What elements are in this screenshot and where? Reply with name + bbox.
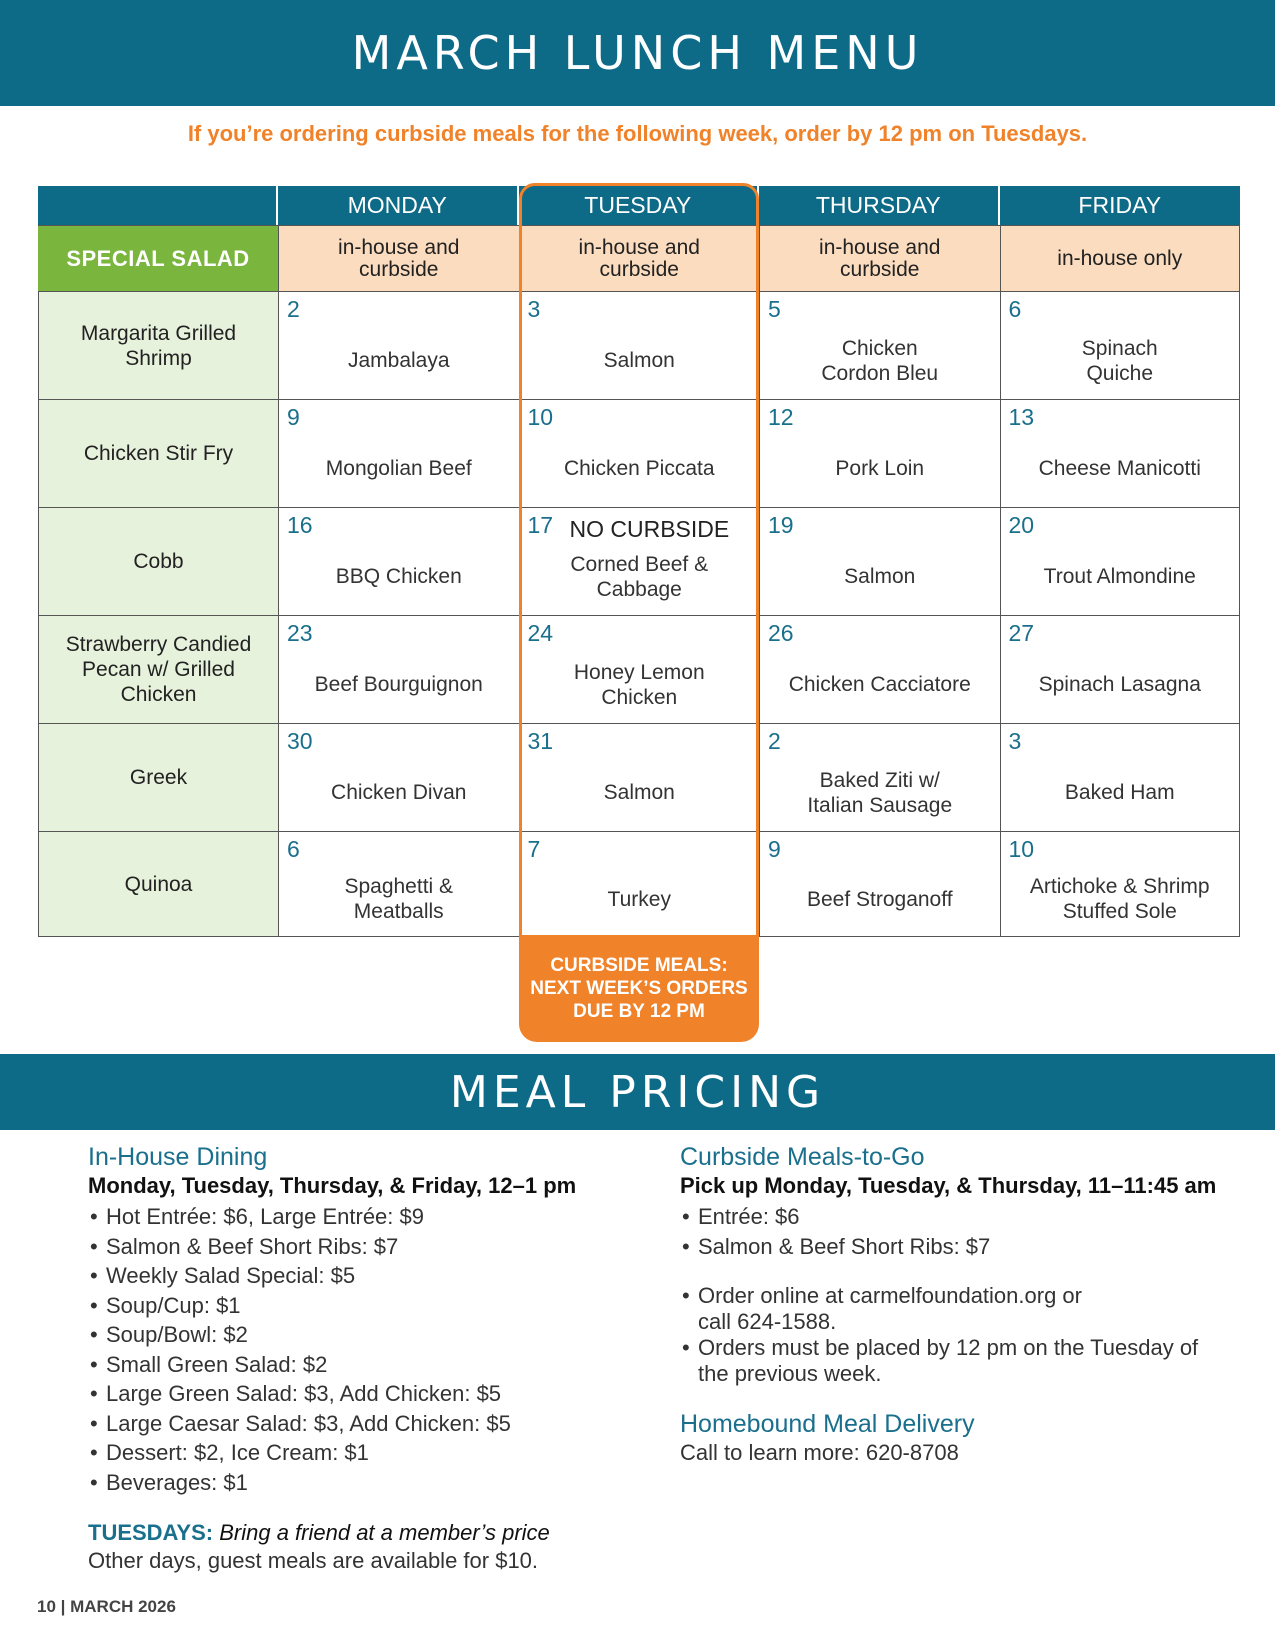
inhouse-price-list [88,1202,648,1497]
meal-name: BBQ Chicken [335,565,462,588]
header-blank [38,186,278,225]
salad-name: Quinoa [38,832,278,936]
date-number: 17 [527,512,554,538]
service-row [38,225,1240,292]
price-item: • Salmon & Beef Short Ribs: $7 [680,1232,1240,1262]
menu-title: MARCH LUNCH MENU [351,26,924,80]
date-number: 3 [527,296,541,322]
meal-name: Spaghetti & Meatballs [344,875,454,923]
service-type: in-house and curbside [519,226,760,291]
day-cell [759,400,1000,507]
meal-name: Chicken Cordon Bleu [821,336,939,385]
order-info-list [680,1283,1240,1387]
inhouse-hours: Monday, Tuesday, Thursday, & Friday, 12–1 pm [88,1173,577,1198]
price-item: • Salmon & Beef Short Ribs: $7 [88,1232,648,1262]
date-number: 26 [768,620,794,646]
date-number: 2 [287,296,300,322]
salad-name: Cobb [38,508,278,615]
meal-name: Jambalaya [347,349,450,372]
date-number: 23 [287,620,313,646]
date-number: 6 [287,836,300,862]
day-cell [278,724,519,831]
day-header-row [38,186,1240,225]
day-cell [759,508,1000,615]
date-number: 6 [1008,296,1022,322]
meal-name: Spinach Quiche [1081,336,1158,385]
meal-name: Chicken Divan [331,781,467,804]
no-curbside-note: NO CURBSIDE [569,516,730,542]
day-cell [759,724,1000,831]
day-cell [759,616,1000,723]
date-number: 19 [768,512,794,538]
day-cell [278,508,519,615]
price-item: • Hot Entrée: $6, Large Entrée: $9 [88,1202,648,1232]
meal-name: Beef Bourguignon [314,673,483,696]
date-number: 3 [1008,728,1022,754]
date-number: 20 [1008,512,1035,538]
guest-note: Other days, guest meals are available for $10. [88,1548,539,1573]
order-info-item: • Orders must be placed by 12 pm on the Tuesday of the previous week. [680,1335,1240,1387]
date-number: 10 [527,404,554,430]
price-item: • Small Green Salad: $2 [88,1350,648,1380]
meal-name: Pork Loin [835,457,925,480]
week-rows [38,292,1240,937]
date-number: 31 [527,728,554,754]
day-cell [1000,832,1241,936]
date-number: 13 [1008,404,1035,430]
meal-name: Artichoke & Shrimp Stuffed Sole [1029,875,1210,923]
menu-calendar [38,186,1240,937]
tuesdays-label: TUESDAYS: [88,1520,214,1545]
day-header: MONDAY [278,186,519,225]
pricing-banner [0,1054,1275,1130]
tuesdays-text: Bring a friend at a member’s price [219,1520,550,1545]
week-row [38,724,1240,832]
date-number: 5 [768,296,781,322]
curbside-section [680,1142,1240,1467]
price-item: • Soup/Bowl: $2 [88,1320,648,1350]
date-number: 9 [768,836,781,862]
curbside-title: Curbside Meals-to-Go [680,1143,925,1171]
meal-name: Salmon [844,565,916,588]
date-number: 9 [287,404,300,430]
date-number: 27 [1008,620,1035,646]
week-row [38,292,1240,400]
menu-title-banner [0,0,1275,106]
date-number: 16 [287,512,313,538]
service-type: in-house only [1000,226,1241,291]
price-item: • Beverages: $1 [88,1468,648,1498]
price-item: • Soup/Cup: $1 [88,1291,648,1321]
day-cell [278,292,519,399]
meal-name: Chicken Cacciatore [788,673,971,696]
salad-name: Chicken Stir Fry [38,400,278,507]
special-salad-header: SPECIAL SALAD [38,226,278,291]
day-header: THURSDAY [759,186,1000,225]
day-cell [759,832,1000,936]
order-info-item: • Order online at carmelfoundation.org or call 624-1588. [680,1283,1240,1335]
day-cell [1000,724,1241,831]
homebound-text: Call to learn more: 620-8708 [680,1440,959,1465]
meal-name: Trout Almondine [1043,565,1196,588]
service-type: in-house and curbside [759,226,1000,291]
order-notice: If you’re ordering curbside meals for the following week, order by 12 pm on Tuesdays. [187,121,1088,146]
day-cell [278,616,519,723]
day-cell [519,400,760,507]
day-cell [519,832,760,936]
day-cell [519,508,760,615]
meal-name: Salmon [603,349,675,372]
day-cell [1000,292,1241,399]
day-cell [1000,616,1241,723]
service-type: in-house and curbside [278,226,519,291]
meal-name: Salmon [603,781,675,804]
salad-name: Greek [38,724,278,831]
curbside-callout: CURBSIDE MEALS: NEXT WEEK’S ORDERS DUE BY 12 PM [519,935,759,1042]
day-cell [1000,508,1241,615]
page-footer: 10 | MARCH 2026 [37,1597,176,1616]
day-header: TUESDAY [519,186,760,225]
date-number: 30 [287,728,313,754]
week-row [38,616,1240,724]
price-item: • Entrée: $6 [680,1202,1240,1232]
price-item: • Dessert: $2, Ice Cream: $1 [88,1438,648,1468]
week-row [38,508,1240,616]
week-row [38,400,1240,508]
day-cell [519,616,760,723]
day-cell [1000,400,1241,507]
meal-name: Mongolian Beef [325,457,472,480]
meal-name: Baked Ziti w/ Italian Sausage [807,768,953,817]
week-row [38,832,1240,937]
price-item: • Large Green Salad: $3, Add Chicken: $5 [88,1379,648,1409]
meal-name: Corned Beef & Cabbage [570,552,709,601]
curbside-price-list [680,1202,1240,1261]
day-header: FRIDAY [1000,186,1241,225]
price-item: • Large Caesar Salad: $3, Add Chicken: $5 [88,1409,648,1439]
meal-name: Baked Ham [1064,781,1175,804]
meal-name: Chicken Piccata [563,457,715,480]
curbside-hours: Pick up Monday, Tuesday, & Thursday, 11–11:45 am [680,1173,1217,1198]
salad-name: Margarita Grilled Shrimp [38,292,278,399]
pricing-title: MEAL PRICING [449,1066,826,1118]
date-number: 10 [1008,836,1035,862]
meal-name: Spinach Lasagna [1038,673,1201,696]
tuesday-guest-line [88,1519,648,1547]
day-cell [519,292,760,399]
price-item: • Weekly Salad Special: $5 [88,1261,648,1291]
date-number: 24 [527,620,554,646]
inhouse-section [88,1142,648,1575]
day-cell [519,724,760,831]
homebound-title: Homebound Meal Delivery [680,1410,975,1438]
day-cell [759,292,1000,399]
date-number: 12 [768,404,794,430]
day-cell [278,400,519,507]
salad-name: Strawberry Candied Pecan w/ Grilled Chicken [38,616,278,723]
meal-name: Honey Lemon Chicken [573,660,705,709]
meal-name: Turkey [607,887,671,911]
meal-name: Beef Stroganoff [806,887,953,911]
homebound-section [680,1409,1240,1467]
inhouse-title: In-House Dining [88,1143,268,1171]
meal-name: Cheese Manicotti [1038,457,1201,480]
day-cell [278,832,519,936]
date-number: 7 [527,836,541,862]
date-number: 2 [768,728,781,754]
